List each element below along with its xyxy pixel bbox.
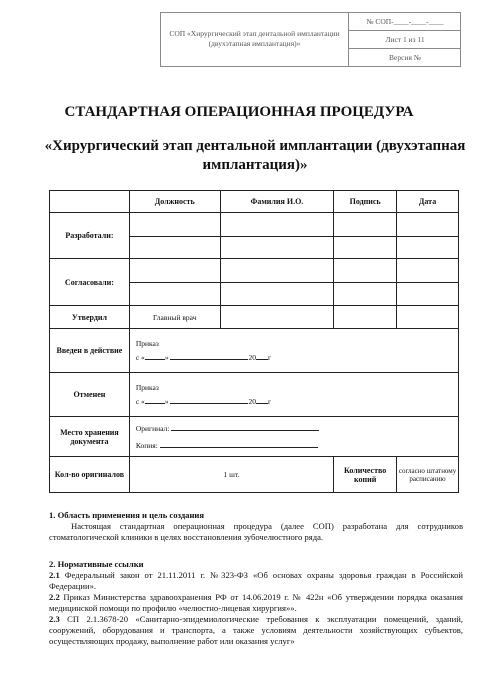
page-title: СТАНДАРТНАЯ ОПЕРАЦИОННАЯ ПРОЦЕДУРА	[64, 104, 414, 120]
row-label-developed: Разработали:	[50, 213, 130, 259]
page-subtitle: «Хирургический этап дентальной имплантации (двухэтапная имплантация)»	[44, 138, 466, 173]
reference-item: 2.3 СП 2.1.3678-20 «Санитарно-эпидемиологические требования к эксплуатации помещений, зданий, сооружений, оборудования и транспорта, а также условиям деятельности хозяйствующих субъектов, осуществляющих продажу, выполнение работ или оказания услуг»	[49, 614, 463, 646]
table-cell[interactable]	[397, 213, 459, 237]
section-references	[49, 559, 463, 647]
row-label-originals-count: Кол-во оригиналов	[50, 457, 130, 493]
table-cell[interactable]	[220, 283, 334, 306]
approval-table	[49, 190, 459, 493]
reference-item: 2.2 Приказ Министерства здравоохранения РФ от 14.06.2019 г. № 422н «Об утверждении порядка оказания медицинской помощи по профилю «челюстно-лицевая хирургия»».	[49, 592, 463, 613]
row-label-storage: Место хранения документа	[50, 417, 130, 457]
table-cell[interactable]	[220, 213, 334, 237]
order-label: Приказ	[135, 338, 159, 348]
table-cell[interactable]	[129, 237, 220, 259]
table-cell[interactable]	[397, 283, 459, 306]
table-cell[interactable]	[397, 306, 459, 329]
table-cell[interactable]	[129, 283, 220, 306]
row-label-agreed: Согласовали:	[50, 259, 130, 306]
section-text: Настоящая стандартная операционная процедура (далее СОП) разработана для сотрудников стоматологической клиники в целях восстановления зубочелюстного ряда.	[49, 521, 463, 542]
cancelled-order[interactable]	[129, 373, 458, 417]
col-header-name: Фамилия И.О.	[220, 191, 334, 213]
original-line: Оригинал:	[136, 420, 458, 437]
reference-item: 2.1 Федеральный закон от 21.11.2011 г. №323-ФЗ «Об основах охраны здоровья граждан в Российской Федерации».	[49, 570, 463, 591]
header-sheet: Лист 1 из 11	[349, 31, 461, 49]
table-cell[interactable]	[220, 259, 334, 283]
table-cell[interactable]	[334, 259, 397, 283]
order-date-line: с « » 20 г	[135, 396, 272, 406]
header-sop-number: № СОП-____-____-____	[349, 13, 461, 31]
introduced-order[interactable]	[129, 329, 458, 373]
document-header	[160, 12, 461, 67]
col-header-date: Дата	[397, 191, 459, 213]
header-version: Версия №	[389, 53, 421, 62]
table-cell[interactable]	[334, 237, 397, 259]
row-label-introduced: Введен в действие	[50, 329, 130, 373]
table-cell[interactable]	[220, 237, 334, 259]
row-label-cancelled: Отменен	[50, 373, 130, 417]
order-date-line: с « » 20 г	[135, 352, 272, 362]
approved-position: Главный врач	[129, 306, 220, 329]
header-doc-title: СОП «Хирургический этап дентальной имплантации (двухэтапная имплантация)»	[161, 13, 349, 66]
table-cell[interactable]	[397, 259, 459, 283]
table-cell[interactable]	[334, 306, 397, 329]
table-cell[interactable]	[334, 213, 397, 237]
table-corner-cell	[50, 191, 130, 213]
section-scope	[49, 510, 463, 543]
table-cell[interactable]	[334, 283, 397, 306]
section-title: 2. Нормативные ссылки	[49, 559, 144, 569]
row-label-approved: Утвердил	[50, 306, 130, 329]
table-cell[interactable]	[129, 213, 220, 237]
section-title: 1. Область применения и цель создания	[49, 510, 205, 520]
order-label: Приказ	[135, 382, 159, 392]
originals-count-value: 1 шт.	[129, 457, 333, 493]
col-header-position: Должность	[129, 191, 220, 213]
col-header-signature: Подпись	[334, 191, 397, 213]
storage-cell[interactable]	[129, 417, 458, 457]
copy-line: Копия:	[136, 437, 458, 454]
table-cell[interactable]	[220, 306, 334, 329]
copies-count-value: согласно штатному расписанию	[397, 457, 459, 493]
table-cell[interactable]	[397, 237, 459, 259]
copies-count-label: Количество копий	[334, 457, 397, 493]
table-cell[interactable]	[129, 259, 220, 283]
